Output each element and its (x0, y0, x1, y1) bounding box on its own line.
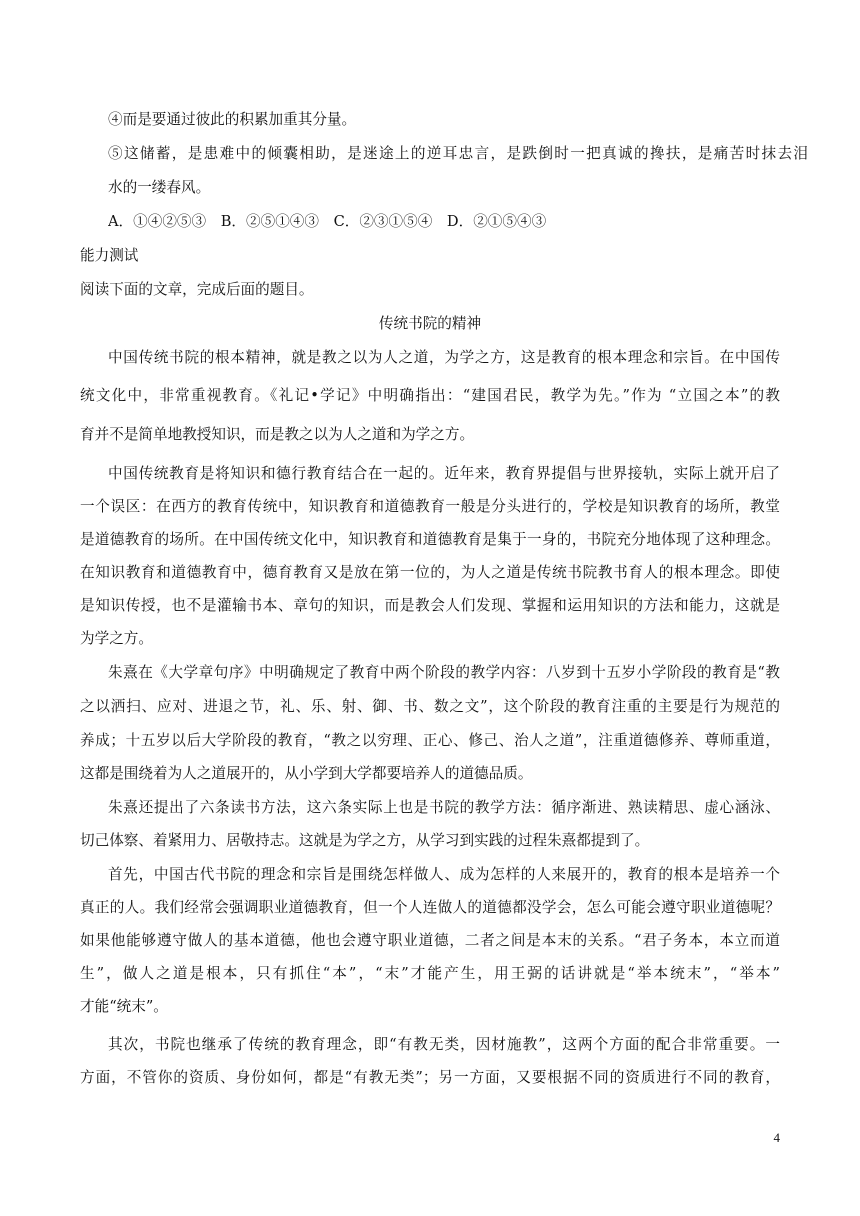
answer-choices: A．①④②⑤③ B．②⑤①④③ C．②③①⑤④ D．②①⑤④③ (108, 213, 547, 230)
paragraph-line: 方面，不管你的资质、身份如何，都是“有教无类”；另一方面，又要根据不同的资质进行不同的教育， (80, 1069, 780, 1086)
option-item-5-cont: 水的一缕春风。 (108, 179, 211, 196)
paragraph-line: 中国传统教育是将知识和德行教育结合在一起的。近年来，教育界提倡与世界接轨，实际上就开启了 (108, 465, 780, 482)
reading-instruction: 阅读下面的文章，完成后面的题目。 (80, 281, 314, 298)
paragraph-line: 这都是围绕着为人之道展开的，从小学到大学都要培养人的道德品质。 (80, 765, 533, 782)
section-heading: 能力测试 (80, 247, 139, 264)
paragraph-line: 在知识教育和道德教育中，德育教育又是放在第一位的，为人之道是传统书院教书育人的根本理念。即使 (80, 564, 780, 581)
paragraph-line: 为学之方。 (80, 630, 153, 647)
page-number: 4 (773, 1130, 780, 1145)
paragraph-line: 首先，中国古代书院的理念和宗旨是围绕怎样做人、成为怎样的人来展开的，教育的根本是培养一个 (108, 866, 780, 883)
paragraph-line: 养成；十五岁以后大学阶段的教育，“教之以穷理、正心、修己、治人之道”，注重道德修养、尊师重道， (80, 732, 780, 749)
paragraph-line: 生”，做人之道是根本，只有抓住“本”，“末”才能产生，用王弼的话讲就是“举本统末”，“举本” (80, 965, 780, 982)
paragraph-line: 统文化中，非常重视教育。《礼记•学记》中明确指出：“建国君民，教学为先。”作为 “立国之本”的教 (80, 387, 780, 404)
paragraph-line: 如果他能够遵守做人的基本道德，他也会遵守职业道德，二者之间是本末的关系。“君子务本，本立而道 (80, 932, 780, 949)
paragraph-line: 是道德教育的场所。在中国传统文化中，知识教育和道德教育是集于一身的，书院充分地体现了这种理念。 (80, 531, 780, 548)
paragraph-line: 才能“统末”。 (80, 998, 168, 1015)
option-item-5: ⑤这储蓄，是患难中的倾囊相助，是迷途上的逆耳忠言，是跌倒时一把真诚的搀扶，是痛苦时抹去泪 (108, 145, 808, 162)
paragraph-line: 朱熹在《大学章句序》中明确规定了教育中两个阶段的教学内容：八岁到十五岁小学阶段的教育是“教 (108, 664, 780, 681)
paragraph-line: 真正的人。我们经常会强调职业道德教育，但一个人连做人的道德都没学会，怎么可能会遵守职业道德呢？ (80, 899, 780, 916)
paragraph-line: 中国传统书院的根本精神，就是教之以为人之道，为学之方，这是教育的根本理念和宗旨。在中国传 (108, 349, 780, 366)
paragraph-line: 一个误区：在西方的教育传统中，知识教育和道德教育一般是分头进行的，学校是知识教育的场所，教堂 (80, 498, 780, 515)
paragraph-line: 切己体察、着紧用力、居敬持志。这就是为学之方，从学习到实践的过程朱熹都提到了。 (80, 832, 650, 849)
paragraph-line: 育并不是简单地教授知识，而是教之以为人之道和为学之方。 (80, 426, 475, 443)
article-title: 传统书院的精神 (378, 315, 482, 332)
paragraph-line: 是知识传授，也不是灌输书本、章句的知识，而是教会人们发现、掌握和运用知识的方法和能力，这就是 (80, 597, 780, 614)
paragraph-line: 其次，书院也继承了传统的教育理念，即“有教无类，因材施教”，这两个方面的配合非常重要。一 (108, 1036, 780, 1053)
paragraph-line: 朱熹还提出了六条读书方法，这六条实际上也是书院的教学方法：循序渐进、熟读精思、虚心涵泳、 (108, 799, 780, 816)
option-item-4: ④而是要通过彼此的积累加重其分量。 (108, 111, 357, 128)
paragraph-line: 之以洒扫、应对、进退之节，礼、乐、射、御、书、数之文”，这个阶段的教育注重的主要是行为规范的 (80, 698, 780, 715)
